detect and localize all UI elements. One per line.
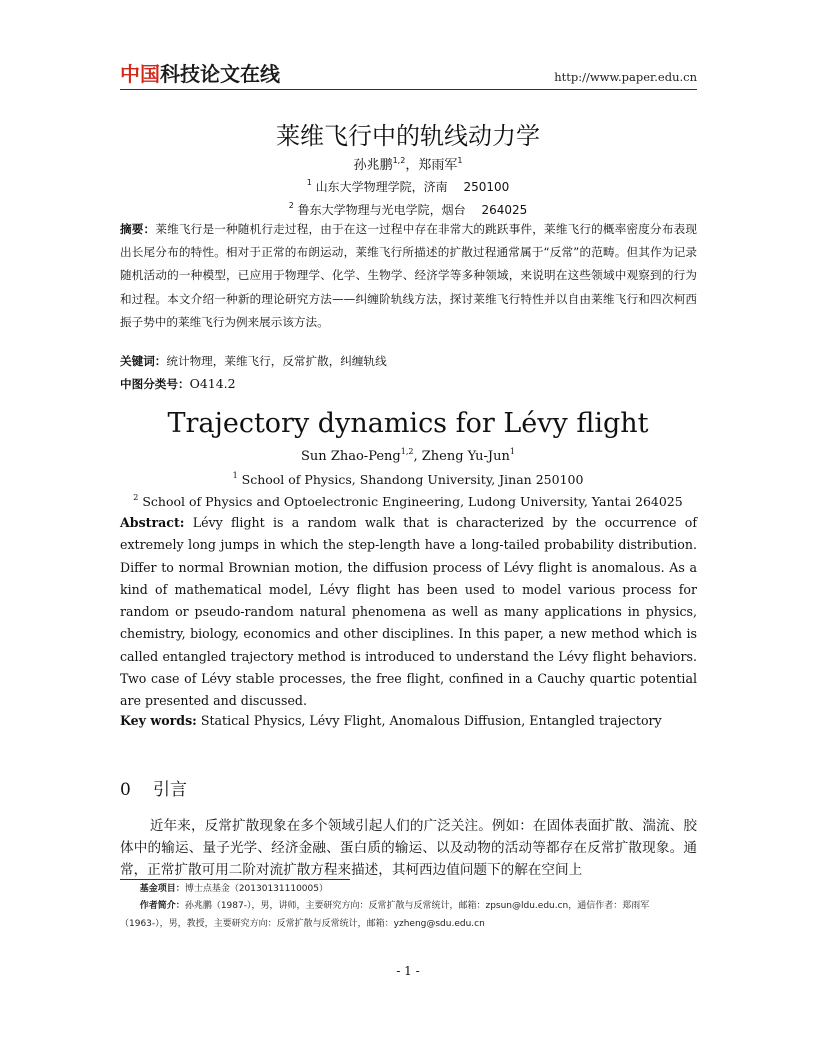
keywords-text: Statical Physics, Lévy Flight, Anomalous Diffusion, Entangled trajectory <box>200 713 662 728</box>
affiliation-text: School of Physics, Shandong University, Jinan 250100 <box>241 472 584 487</box>
page-number: - 1 - <box>396 964 420 978</box>
author-name: 郑雨军 <box>418 158 458 173</box>
header-url-link[interactable]: http://www.paper.edu.cn <box>554 70 697 84</box>
classification-label: 中图分类号： <box>120 377 190 391</box>
abstract-label: 摘要： <box>120 222 156 236</box>
chinese-affiliation-1 <box>0 178 816 195</box>
header-rule <box>120 89 697 90</box>
affiliation-sup: 1 <box>232 471 238 480</box>
english-title: Trajectory dynamics for Lévy flight <box>167 408 649 439</box>
chinese-keywords <box>120 350 697 373</box>
author-sup: 1,2 <box>392 156 406 165</box>
abstract-text: Lévy flight is a random walk that is characterized by the occurrence of extremely long jumps in which the step-length have a long-tailed probability distribution. Differ to normal Brownian motion, the diffusion process of Lévy flight is anomalous. As a kind of mathematical model, Lévy flight has been used to model various process for random or pseudo-random natural phenomena as well as many applications in physics, chemistry, biology, economics and other disciplines. In this paper, a new method which is called entangled trajectory method is introduced to understand the Lévy flight behaviors. Two case of Lévy stable processes, the free flight, confined in a Cauchy quartic potential are presented and discussed. <box>120 515 697 709</box>
keywords-label: Key words: <box>120 713 197 728</box>
chinese-affiliation-2 <box>0 201 816 218</box>
section-number: 0 <box>120 780 131 800</box>
author-name: 孙兆鹏 <box>353 158 393 173</box>
author-separator: , <box>413 449 422 464</box>
footnote-fund <box>120 880 697 898</box>
chinese-classification <box>120 372 697 396</box>
journal-logo[interactable] <box>120 62 280 86</box>
logo-dark-text: 科技论文在线 <box>160 62 280 86</box>
affiliation-sup: 2 <box>133 493 139 502</box>
page-header <box>120 62 697 86</box>
affiliation-text: School of Physics and Optoelectronic Engineering, Ludong University, Yantai 264025 <box>142 494 683 509</box>
english-keywords <box>120 709 697 732</box>
author-name: Sun Zhao-Peng <box>301 449 401 464</box>
chinese-authors <box>0 154 816 173</box>
chinese-abstract <box>120 218 697 334</box>
footnote-author <box>120 897 697 933</box>
section-title: 引言 <box>153 780 187 800</box>
footnote-label: 作者简介： <box>139 901 185 911</box>
logo-red-text: 中国 <box>120 62 160 86</box>
footnote-label: 基金项目： <box>139 884 185 894</box>
author-name: Zheng Yu-Jun <box>421 449 510 464</box>
affiliation-text: 山东大学物理学院，济南 250100 <box>315 180 510 194</box>
author-sup: 1 <box>457 156 463 165</box>
footnote-text: 博士点基金（20130131110005） <box>184 884 328 894</box>
affiliation-sup: 1 <box>306 178 312 187</box>
affiliation-sup: 2 <box>288 201 294 210</box>
intro-paragraph: 近年来，反常扩散现象在多个领域引起人们的广泛关注。例如：在固体表面扩散、湍流、胶体中的输运、量子光学、经济金融、蛋白质的输运、以及动物的活动等都存在反常扩散现象。通常，正常扩散可用二阶对流扩散方程来描述，其柯西边值问题下的解在空间上 <box>120 818 697 878</box>
english-abstract <box>120 512 697 713</box>
keywords-label: 关键词： <box>120 354 167 368</box>
english-affiliation-2 <box>0 494 816 509</box>
section-heading <box>120 775 187 800</box>
abstract-text: 莱维飞行是一种随机行走过程，由于在这一过程中存在非常大的跳跃事件，莱维飞行的概率密度分布表现出长尾分布的特性。相对于正常的布朗运动，莱维飞行所描述的扩散过程通常属于“反常”的范畴。但其作为记录随机活动的一种模型，已应用于物理学、化学、生物学、经济学等多种领域，来说明在这些领域中观察到的行为和过程。本文介绍一种新的理论研究方法——纠缠阶轨线方法，探讨莱维飞行特性并以自由莱维飞行和四次柯西振子势中的莱维飞行为例来展示该方法。 <box>120 222 697 329</box>
classification-code: O414.2 <box>189 376 236 391</box>
english-authors <box>0 449 816 464</box>
affiliation-text: 鲁东大学物理与光电学院，烟台 264025 <box>297 203 528 217</box>
chinese-title: 莱维飞行中的轨线动力学 <box>276 122 540 150</box>
english-affiliation-1 <box>0 472 816 487</box>
author-separator: ， <box>405 158 419 173</box>
author-sup: 1,2 <box>400 447 414 456</box>
footnote-text: 孙兆鹏（1987-），男，讲师，主要研究方向：反常扩散与反常统计，邮箱：zpsun@ldu.edu.cn，通信作者：郑雨军（1963-），男，教授，主要研究方向：反常扩散与反常统计，邮箱：yzheng@sdu.edu.cn <box>120 901 650 929</box>
keywords-text: 统计物理，莱维飞行，反常扩散，纠缠轨线 <box>166 354 387 368</box>
abstract-label: Abstract: <box>120 515 185 530</box>
author-sup: 1 <box>509 447 515 456</box>
